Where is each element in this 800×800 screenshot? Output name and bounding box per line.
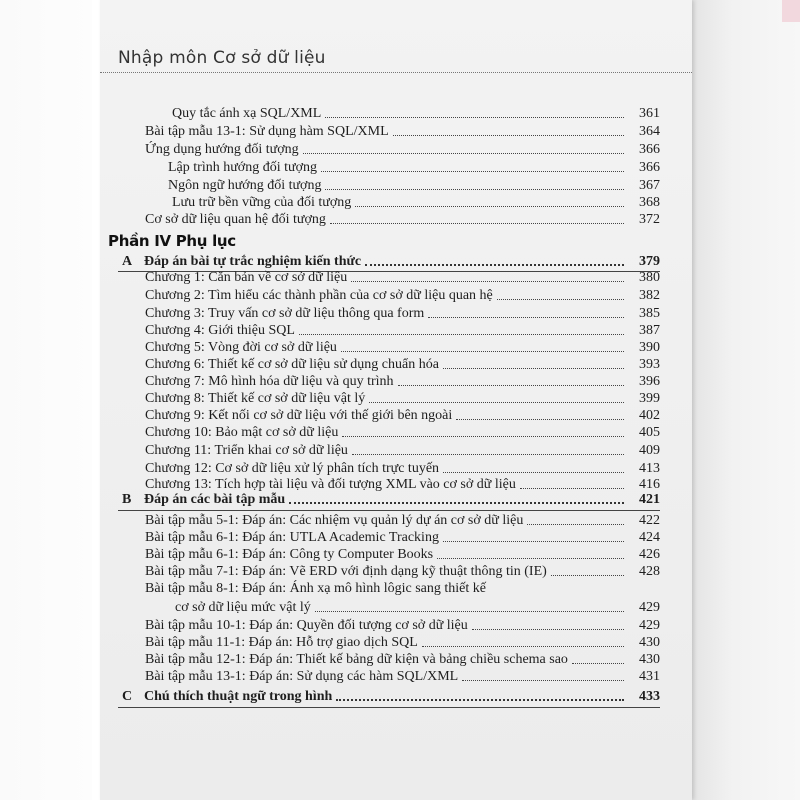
dot-leader xyxy=(393,135,624,136)
dot-leader xyxy=(520,488,624,489)
toc-entry-label: Bài tập mẫu 12-1: Đáp án: Thiết kế bảng dữ kiện và bảng chiều schema sao xyxy=(145,652,568,667)
toc-entry-label: Chương 11: Triển khai cơ sở dữ liệu xyxy=(145,443,348,458)
toc-entry xyxy=(145,390,660,408)
dot-leader xyxy=(443,368,624,369)
section-b-heading xyxy=(122,491,660,509)
toc-entry xyxy=(145,617,660,635)
toc-entry-label: Ngôn ngữ hướng đối tượng xyxy=(168,178,322,193)
toc-entry-page: 399 xyxy=(639,391,660,406)
section-page: 421 xyxy=(639,492,660,507)
toc-entry-page: 429 xyxy=(639,618,660,633)
dot-leader xyxy=(299,334,624,335)
toc-entry-label: cơ sở dữ liệu mức vật lý xyxy=(175,600,311,615)
section-letter: A xyxy=(122,254,133,269)
toc-entry-label: Chương 13: Tích hợp tài liệu và đối tượng XML vào cơ sở dữ liệu xyxy=(145,477,516,492)
toc-entry-page: 387 xyxy=(639,323,660,338)
toc-entry-label: Chương 5: Vòng đời cơ sở dữ liệu xyxy=(145,340,337,355)
toc-entry-page: 426 xyxy=(639,547,660,562)
toc-entry-page: 366 xyxy=(639,142,660,157)
toc-entry xyxy=(145,322,660,340)
toc-entry xyxy=(145,442,660,460)
toc-entry-label: Chương 12: Cơ sở dữ liệu xử lý phân tích trực tuyến xyxy=(145,461,440,476)
toc-entry-page: 366 xyxy=(639,160,660,175)
toc-entry-label: Lưu trữ bền vững của đối tượng xyxy=(172,195,352,210)
section-b-rule xyxy=(118,510,660,511)
dot-leader xyxy=(443,472,624,473)
toc-entry-label: Chương 9: Kết nối cơ sở dữ liệu với thế giới bên ngoài xyxy=(145,408,453,423)
section-c-heading xyxy=(122,688,660,706)
toc-entry-page: 372 xyxy=(639,212,660,227)
toc-entry-label: Chương 7: Mô hình hóa dữ liệu và quy trình xyxy=(145,374,394,389)
toc-entry-page: 361 xyxy=(639,106,660,121)
toc-entry xyxy=(145,563,660,581)
toc-entry-label: Bài tập mẫu 6-1: Đáp án: UTLA Academic Tracking xyxy=(145,530,439,545)
toc-entry-label: Bài tập mẫu 6-1: Đáp án: Công ty Computer Books xyxy=(145,547,434,562)
toc-entry-page: 402 xyxy=(639,408,660,423)
toc-entry-label: Chương 10: Bảo mật cơ sở dữ liệu xyxy=(145,425,339,440)
toc-entry xyxy=(145,546,660,564)
toc-entry xyxy=(145,339,660,357)
dot-leader xyxy=(315,611,624,612)
toc-entry xyxy=(168,159,660,177)
dot-leader xyxy=(351,281,624,282)
toc-entry xyxy=(145,305,660,323)
toc-entry xyxy=(145,634,660,652)
dot-leader xyxy=(365,264,624,266)
toc-entry xyxy=(145,211,660,229)
dot-leader xyxy=(572,663,624,664)
toc-entry xyxy=(145,269,660,287)
toc-entry-page: 422 xyxy=(639,513,660,528)
toc-entry-page: 424 xyxy=(639,530,660,545)
dot-leader xyxy=(472,629,624,630)
section-label: Đáp án bài tự trắc nghiệm kiến thức xyxy=(144,254,362,269)
dot-leader xyxy=(352,454,624,455)
page-header-title: Nhập môn Cơ sở dữ liệu xyxy=(118,48,326,68)
toc-entry-label: Bài tập mẫu 13-1: Sử dụng hàm SQL/XML xyxy=(145,124,389,139)
dot-leader xyxy=(341,351,624,352)
toc-entry xyxy=(145,407,660,425)
dot-leader xyxy=(325,189,624,190)
toc-entry-page: 429 xyxy=(639,600,660,615)
dot-leader xyxy=(330,223,624,224)
toc-entry xyxy=(145,668,660,686)
toc-entry-page: 430 xyxy=(639,652,660,667)
toc-entry-label: Bài tập mẫu 13-1: Đáp án: Sử dụng các hàm SQL/XML xyxy=(145,669,459,684)
toc-entry-page: 385 xyxy=(639,306,660,321)
section-letter: C xyxy=(122,689,133,704)
toc-entry-label: Cơ sở dữ liệu quan hệ đối tượng xyxy=(145,212,326,227)
toc-entry-page: 364 xyxy=(639,124,660,139)
toc-entry-label: Lập trình hướng đối tượng xyxy=(168,160,317,175)
dot-leader xyxy=(551,575,624,576)
toc-entry-page: 416 xyxy=(639,477,660,492)
toc-entry-label: Bài tập mẫu 10-1: Đáp án: Quyền đối tượng cơ sở dữ liệu xyxy=(145,618,468,633)
dot-leader xyxy=(497,299,624,300)
toc-entry-label: Bài tập mẫu 7-1: Đáp án: Vẽ ERD với định dạng kỹ thuật thông tin (IE) xyxy=(145,564,547,579)
toc-entry xyxy=(145,651,660,669)
toc-entry xyxy=(145,424,660,442)
toc-entry-label: Bài tập mẫu 8-1: Đáp án: Ánh xạ mô hình lôgic sang thiết kế xyxy=(145,581,486,596)
toc-entry-label: Chương 8: Thiết kế cơ sở dữ liệu vật lý xyxy=(145,391,366,406)
toc-entry-page: 413 xyxy=(639,461,660,476)
section-letter: B xyxy=(122,492,132,507)
toc-entry-label: Chương 6: Thiết kế cơ sở dữ liệu sử dụng chuẩn hóa xyxy=(145,357,439,372)
toc-entry-label: Bài tập mẫu 5-1: Đáp án: Các nhiệm vụ quản lý dự án cơ sở dữ liệu xyxy=(145,513,524,528)
toc-entry xyxy=(145,356,660,374)
toc-entry-page: 368 xyxy=(639,195,660,210)
toc-entry-page: 367 xyxy=(639,178,660,193)
toc-entry xyxy=(175,599,660,617)
dot-leader xyxy=(321,171,624,172)
dot-leader xyxy=(443,541,624,542)
section-page: 379 xyxy=(639,254,660,269)
toc-entry-label: Chương 1: Căn bản về cơ sở dữ liệu xyxy=(145,270,348,285)
toc-entry-page: 430 xyxy=(639,635,660,650)
toc-entry xyxy=(145,123,660,141)
toc-entry-label: Chương 3: Truy vấn cơ sở dữ liệu thông qua form xyxy=(145,306,425,321)
section-label: Chú thích thuật ngữ trong hình xyxy=(144,689,333,704)
toc-entry-page: 428 xyxy=(639,564,660,579)
dot-leader xyxy=(527,524,624,525)
toc-entry-label: Ứng dụng hướng đối tượng xyxy=(145,142,299,157)
toc-entry-page: 431 xyxy=(639,669,660,684)
dot-leader xyxy=(437,558,624,559)
toc-entry xyxy=(168,177,660,195)
dot-leader xyxy=(456,419,624,420)
toc-entry-page: 396 xyxy=(639,374,660,389)
dot-leader xyxy=(428,317,624,318)
toc-entry xyxy=(145,529,660,547)
section-c-rule xyxy=(118,707,660,708)
dot-leader xyxy=(336,699,624,701)
dot-leader xyxy=(289,502,624,504)
toc-entry xyxy=(145,287,660,305)
toc-entry-page: 380 xyxy=(639,270,660,285)
toc-entry xyxy=(145,141,660,159)
toc-entry-page: 390 xyxy=(639,340,660,355)
toc-entry-page: 409 xyxy=(639,443,660,458)
toc-entry-page: 405 xyxy=(639,425,660,440)
toc-entry-page: 393 xyxy=(639,357,660,372)
toc-entry-page: 382 xyxy=(639,288,660,303)
dot-leader xyxy=(369,402,624,403)
toc-entry xyxy=(145,512,660,530)
dot-leader xyxy=(355,206,624,207)
section-page: 433 xyxy=(639,689,660,704)
toc-entry xyxy=(172,194,660,212)
toc-entry-label: Chương 4: Giới thiệu SQL xyxy=(145,323,295,338)
dot-leader xyxy=(462,680,624,681)
part-heading: Phần IV Phụ lục xyxy=(108,232,236,250)
dot-leader xyxy=(325,117,624,118)
toc-entry-label: Chương 2: Tìm hiểu các thành phần của cơ sở dữ liệu quan hệ xyxy=(145,288,493,303)
dot-leader xyxy=(342,436,624,437)
toc-entry-label: Quy tắc ánh xạ SQL/XML xyxy=(172,106,322,121)
toc-entry xyxy=(172,105,660,123)
dot-leader xyxy=(422,646,624,647)
dot-leader xyxy=(303,153,624,154)
section-label: Đáp án các bài tập mẫu xyxy=(144,492,286,507)
toc-entry xyxy=(145,373,660,391)
dot-leader xyxy=(398,385,624,386)
toc-entry-label: Bài tập mẫu 11-1: Đáp án: Hỗ trợ giao dịch SQL xyxy=(145,635,418,650)
